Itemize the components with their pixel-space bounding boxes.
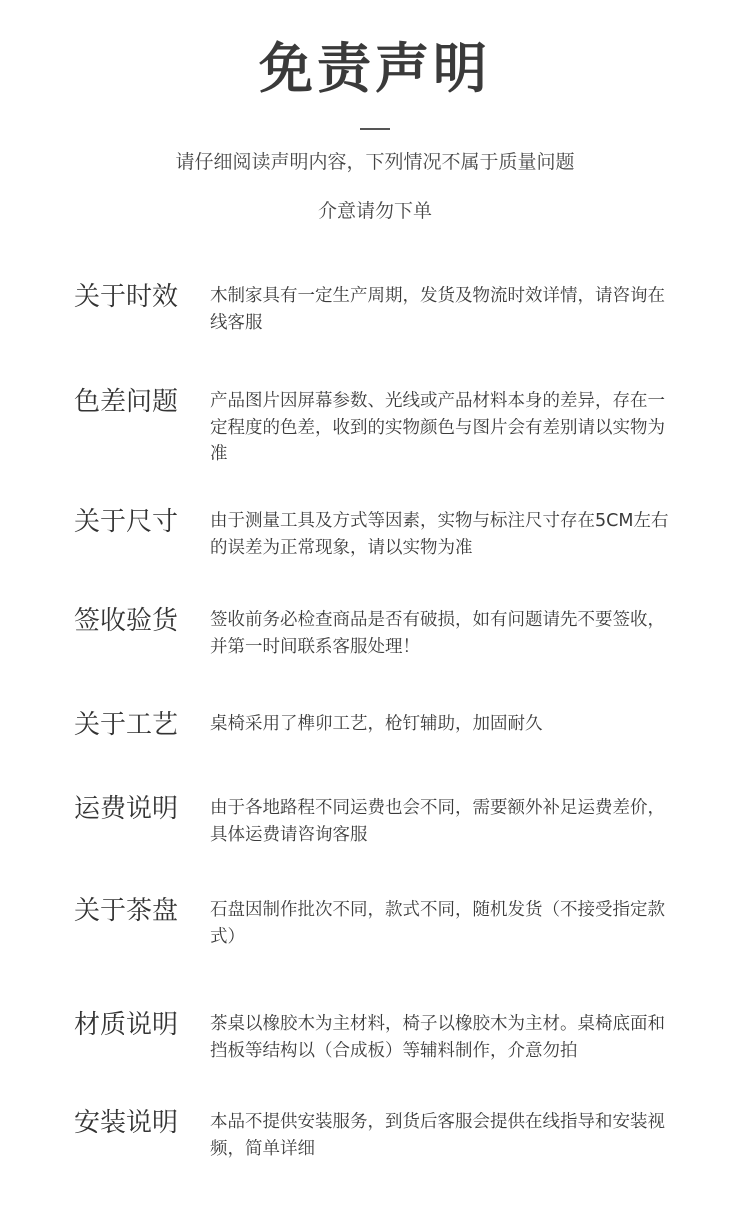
item-text: 桌椅采用了榫卯工艺，枪钉辅助，加固耐久 xyxy=(210,714,543,734)
title-divider xyxy=(360,128,390,130)
item-text: 石盘因制作批次不同，款式不同，随机发货（不接受指定款式） xyxy=(210,900,665,947)
item-label: 关于茶盘 xyxy=(74,896,179,926)
item-label: 安装说明 xyxy=(74,1108,179,1138)
item-label: 色差问题 xyxy=(74,387,179,417)
item-text: 本品不提供安装服务，到货后客服会提供在线指导和安装视频，简单详细 xyxy=(210,1112,665,1159)
item-text: 由于各地路程不同运费也会不同，需要额外补足运费差价，具体运费请咨询客服 xyxy=(210,798,665,845)
page-title: 免责声明 xyxy=(259,37,491,100)
item-label: 关于尺寸 xyxy=(74,507,179,537)
item-text: 木制家具有一定生产周期，发货及物流时效详情，请咨询在线客服 xyxy=(210,286,665,333)
item-label: 关于工艺 xyxy=(74,710,179,740)
item-label: 签收验货 xyxy=(74,606,179,636)
item-text: 由于测量工具及方式等因素，实物与标注尺寸存在5CM左右的误差为正常现象，请以实物为准 xyxy=(210,511,669,558)
item-label: 运费说明 xyxy=(74,794,179,824)
item-text: 签收前务必检查商品是否有破损，如有问题请先不要签收，并第一时间联系客服处理！ xyxy=(210,610,665,657)
subtitle-line-2: 介意请勿下单 xyxy=(317,200,432,222)
item-label: 材质说明 xyxy=(74,1010,179,1040)
item-text: 产品图片因屏幕参数、光线或产品材料本身的差异，存在一定程度的色差，收到的实物颜色与图片会有差别请以实物为准 xyxy=(210,391,665,464)
item-label: 关于时效 xyxy=(74,282,179,312)
item-text: 茶桌以橡胶木为主材料，椅子以橡胶木为主材。桌椅底面和挡板等结构以（合成板）等辅料制作，介意勿拍 xyxy=(210,1014,665,1061)
subtitle-line-1: 请仔细阅读声明内容，下列情况不属于质量问题 xyxy=(175,151,575,173)
